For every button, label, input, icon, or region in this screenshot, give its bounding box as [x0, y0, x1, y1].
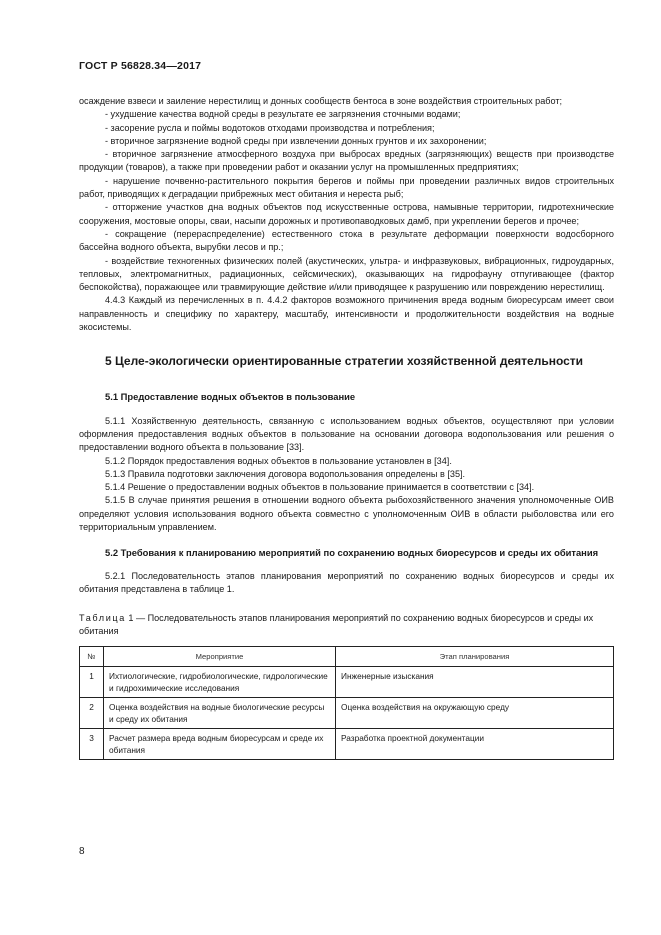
section-5-1-body: [79, 415, 614, 535]
document-header: ГОСТ Р 56828.34—2017: [79, 60, 202, 72]
table-caption-text: 1 — Последовательность этапов планирования мероприятий по сохранению водных биоресурсов и среды их обитания: [79, 613, 594, 637]
planning-table: [79, 646, 614, 760]
paragraph: 5.2.1 Последовательность этапов планирования мероприятий по сохранению водных биоресурсов и среды их обитания представлена в таблице 1.: [79, 570, 614, 594]
section-5-title: 5 Целе-экологически ориентированные стратегии хозяйственной деятельности: [105, 354, 584, 369]
table-caption-label: Таблица: [79, 613, 126, 624]
paragraph: - нарушение почвенно-растительного покрытия берегов и поймы при проведении различных видов строительных работ, приводящих к деградации прибрежных мест обитания и нереста рыб;: [79, 175, 614, 200]
row-activity: Расчет размера вреда водным биоресурсам и среде их обитания: [104, 729, 336, 760]
intro-list: [79, 95, 614, 334]
header-activity: Мероприятие: [104, 647, 336, 667]
paragraph: - вторичное загрязнение атмосферного воздуха при выбросах вредных (загрязняющих) веществ при производстве продукции (товаров), а также при проведении работ и оказании услуг на промышленных предприятиях;: [79, 149, 614, 173]
paragraph: 5.1.1 Хозяйственную деятельность, связанную с использованием водных объектов, осуществляют при условии оформления предоставления водных объектов в пользование на основании договора водопользования или решения о предоставлении водного объекта в пользование [33].: [79, 415, 614, 453]
paragraph: - ухудшение качества водной среды в результате ее загрязнения сточными водами;: [105, 109, 461, 120]
page-content: [79, 95, 614, 760]
paragraph: 5.1.4 Решение о предоставлении водных объектов в пользование принимается в соответствии с [34].: [105, 482, 535, 493]
row-stage: Разработка проектной документации: [336, 729, 614, 760]
table-row: [80, 698, 614, 729]
row-stage: Инженерные изыскания: [336, 667, 614, 698]
paragraph: 4.4.3 Каждый из перечисленных в п. 4.4.2 факторов возможного причинения вреда водным биоресурсам имеет свои направленность и специфику по характеру, масштабу, интенсивности и продолжительности воздействия на водные экосистемы.: [79, 295, 614, 333]
paragraph: - засорение русла и поймы водотоков отходами производства и потребления;: [105, 122, 435, 133]
section-5-2-title: 5.2 Требования к планированию мероприятий по сохранению водных биоресурсов и среды их обитания: [105, 547, 599, 559]
table-caption: [79, 612, 614, 638]
section-5-2-body: [79, 570, 614, 597]
row-number: 2: [80, 698, 104, 729]
row-number: 1: [80, 667, 104, 698]
table-row: [80, 667, 614, 698]
row-number: 3: [80, 729, 104, 760]
row-activity: Оценка воздействия на водные биологические ресурсы и среду их обитания: [104, 698, 336, 729]
paragraph: - вторичное загрязнение водной среды при извлечении донных грунтов и их захоронении;: [105, 135, 487, 146]
row-stage: Оценка воздействия на окружающую среду: [336, 698, 614, 729]
page-number: 8: [79, 846, 85, 857]
table-row: [80, 729, 614, 760]
row-activity: Ихтиологические, гидробиологические, гидрологические и гидрохимические исследования: [104, 667, 336, 698]
table-header-row: [80, 647, 614, 667]
paragraph: 5.1.3 Правила подготовки заключения договора водопользования определены в [35].: [105, 468, 466, 479]
paragraph: - отторжение участков дна водных объектов под искусственные острова, намывные территории, гидротехнические сооружения, мостовые опоры, сваи, насыпи дорожных и противопаводковых дамб, при укреплении берегов и прочее;: [79, 202, 614, 226]
paragraph: 5.1.2 Порядок предоставления водных объектов в пользование установлен в [34].: [105, 455, 452, 466]
header-number: №: [80, 647, 104, 667]
paragraph: 5.1.5 В случае принятия решения в отношении водного объекта рыбохозяйственного значения уполномоченные ОИВ определяют условия использования водного объекта совместно с уполномоченным ОИВ в области рыболовства или его территориальным управлением.: [79, 495, 614, 533]
paragraph: - воздействие техногенных физических полей (акустических, ультра- и инфразвуковых, вибрационных, гидроударных, тепловых, электромагнитных, радиационных, сейсмических), оказывающих на гидрофауну отпугивающее (фактор беспокойства), поражающее или травмирующие действие и/или приводящее к разрушению или повреждению нерестилищ.: [79, 255, 614, 293]
paragraph: - сокращение (перераспределение) естественного стока в результате деформации поверхности водосборного бассейна водного объекта, вырубки лесов и пр.;: [79, 228, 614, 253]
header-stage: Этап планирования: [336, 647, 614, 667]
paragraph: осаждение взвеси и заиление нерестилищ и донных сообществ бентоса в зоне воздействия строительных работ;: [79, 96, 563, 106]
section-5-1-title: 5.1 Предоставление водных объектов в пользование: [105, 391, 356, 403]
